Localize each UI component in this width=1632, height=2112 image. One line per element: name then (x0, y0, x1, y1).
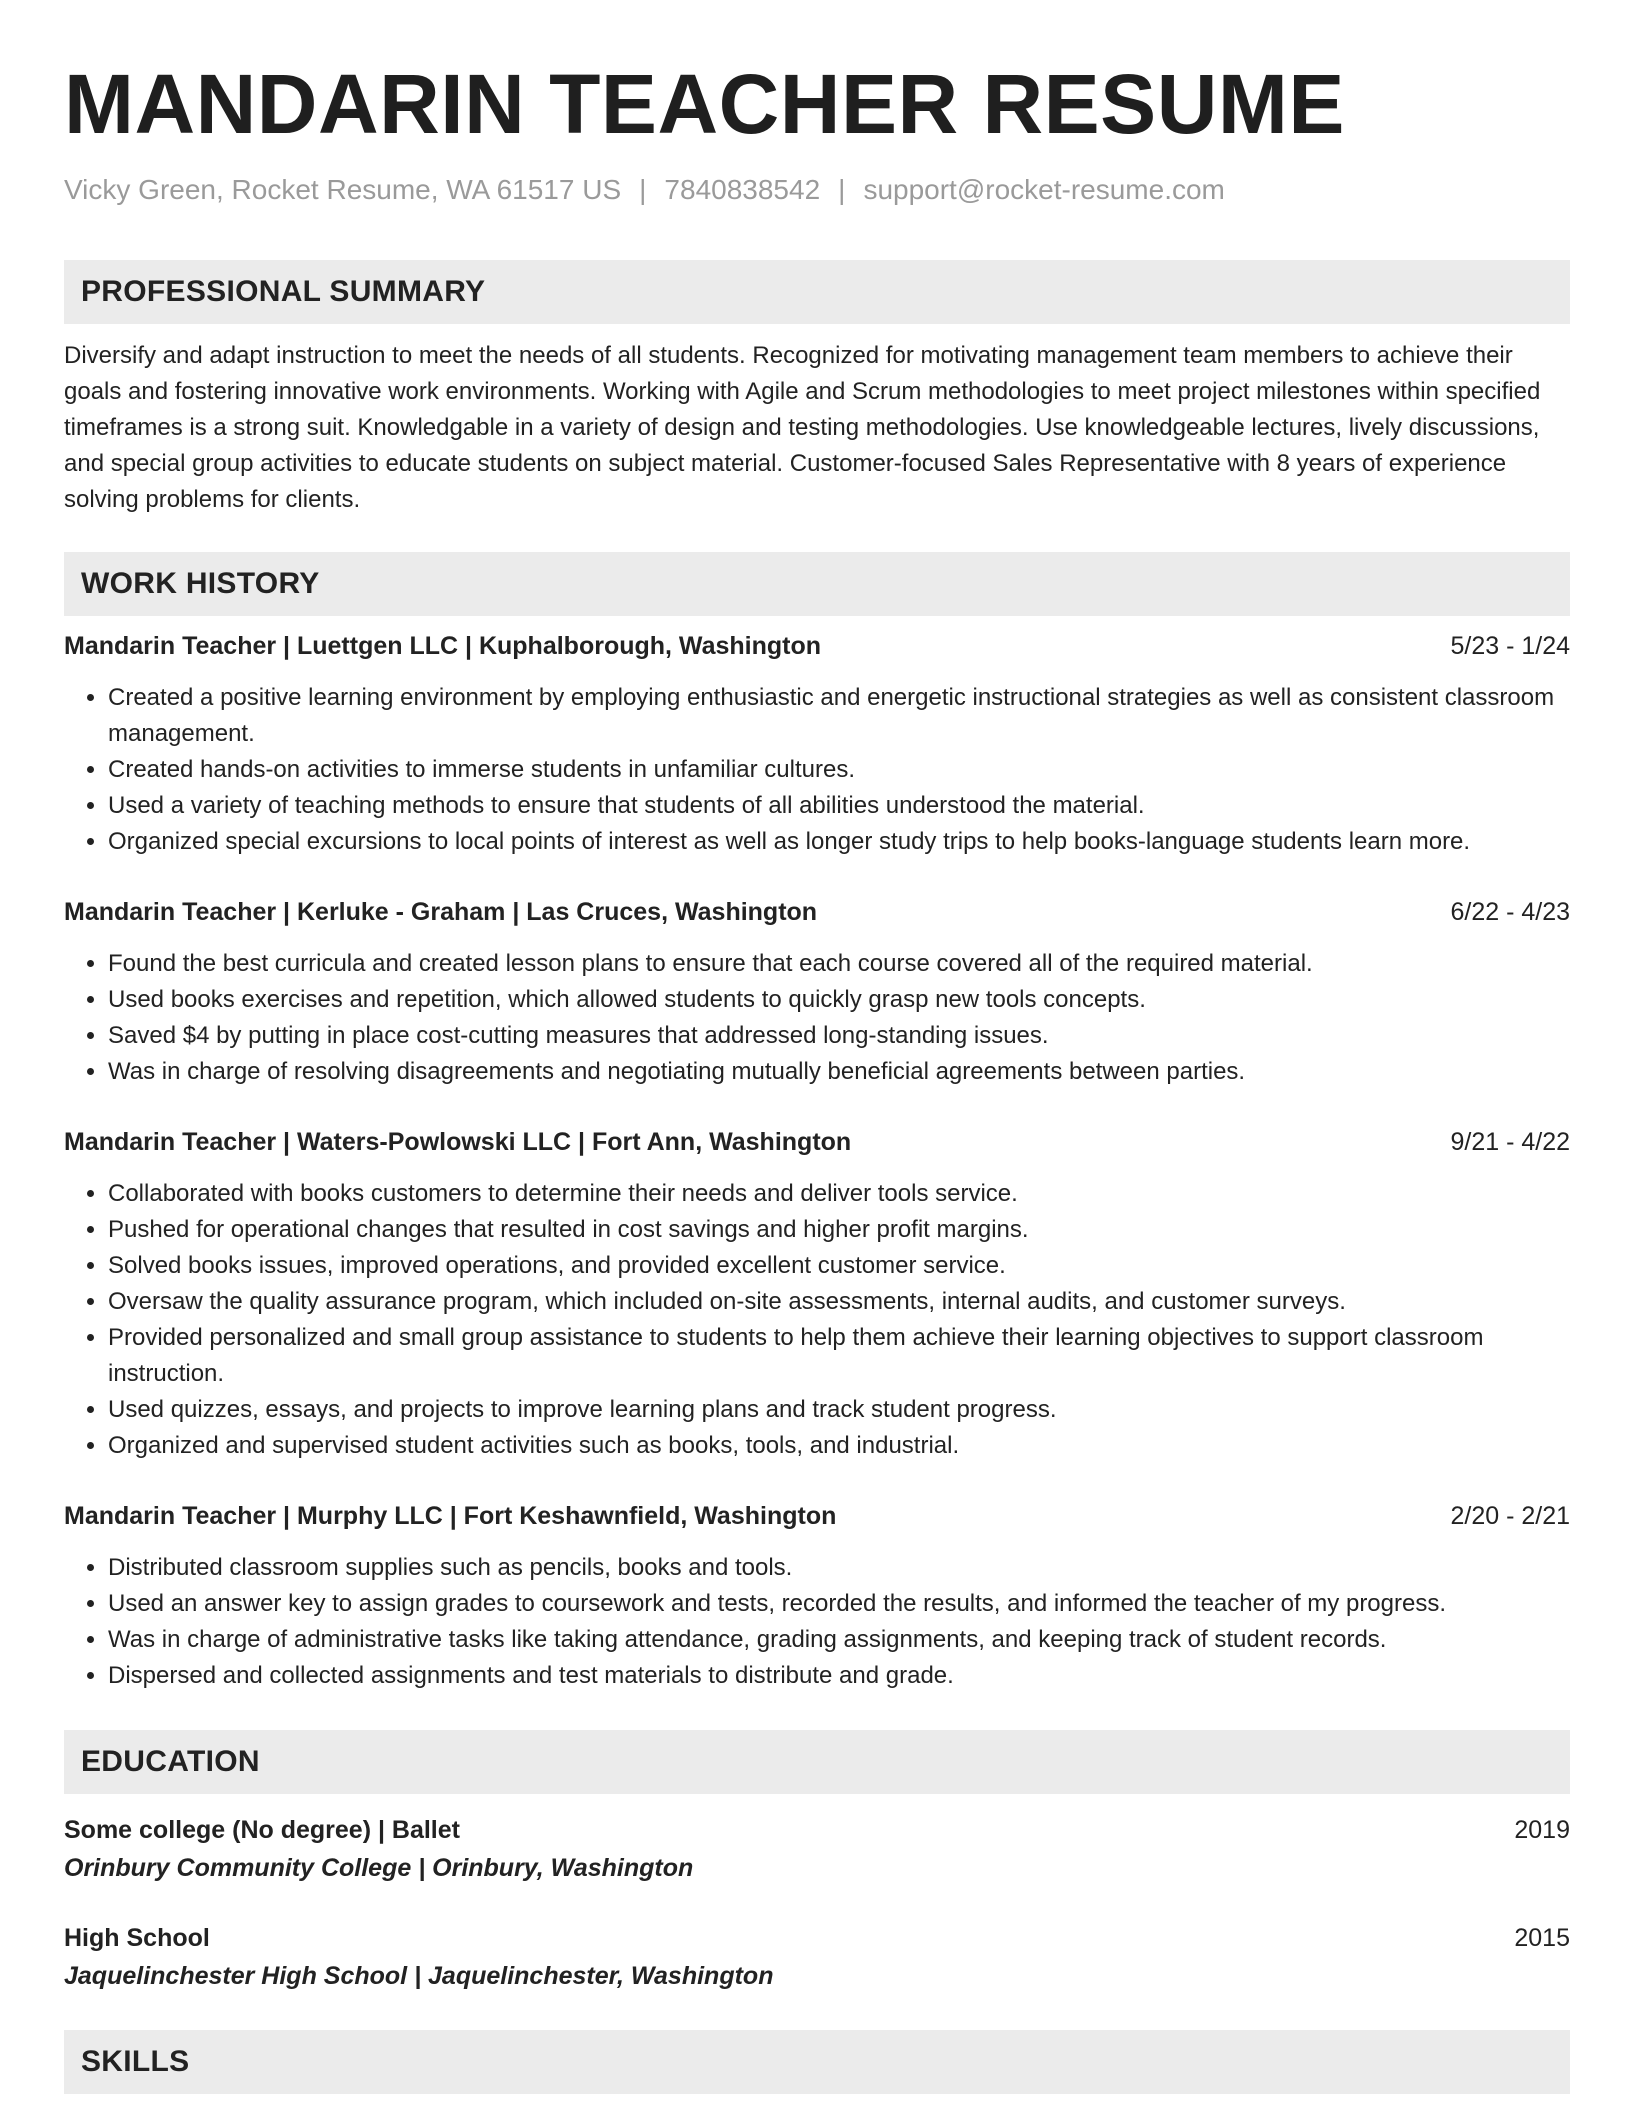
job-bullet: • Dispersed and collected assignments and test materials to distribute and grade. (108, 1658, 1570, 1694)
education-degree: Some college (No degree) | Ballet (64, 1816, 460, 1844)
job-bullets (64, 946, 1570, 1090)
contact-email: support@rocket-resume.com (863, 174, 1225, 205)
job-bullet: • Used an answer key to assign grades to coursework and tests, recorded the results, and informed the teacher of my progress. (108, 1586, 1570, 1622)
job-bullets (64, 1550, 1570, 1694)
job-bullet: • Found the best curricula and created lesson plans to ensure that each course covered all of the required material. (108, 946, 1570, 982)
job-bullet: • Distributed classroom supplies such as pencils, books and tools. (108, 1550, 1570, 1586)
job-bullet: • Was in charge of resolving disagreements and negotiating mutually beneficial agreements between parties. (108, 1054, 1570, 1090)
job-bullet: • Collaborated with books customers to determine their needs and deliver tools service. (108, 1176, 1570, 1212)
job-bullet: • Provided personalized and small group assistance to students to help them achieve their learning objectives to support classroom instruction. (108, 1320, 1570, 1392)
job-title: Mandarin Teacher | Murphy LLC | Fort Keshawnfield, Washington (64, 1502, 837, 1530)
job-bullet: • Organized special excursions to local points of interest as well as longer study trips to help books-language students learn more. (108, 824, 1570, 860)
job-bullets (64, 1176, 1570, 1464)
job-bullet: • Created hands-on activities to immerse students in unfamiliar cultures. (108, 752, 1570, 788)
section-header-education: EDUCATION (64, 1730, 1570, 1794)
resume-page (64, 56, 1570, 2094)
job-bullet: • Created a positive learning environment by employing enthusiastic and energetic instructional strategies as well as consistent classroom management. (108, 680, 1570, 752)
education-header (64, 1812, 1570, 1848)
contact-separator: | (639, 174, 647, 205)
contact-phone: 7840838542 (664, 174, 821, 205)
job-bullet: • Oversaw the quality assurance program, which included on-site assessments, internal audits, and customer surveys. (108, 1284, 1570, 1320)
job-bullet: • Solved books issues, improved operations, and provided excellent customer service. (108, 1248, 1570, 1284)
summary-text: Diversify and adapt instruction to meet the needs of all students. Recognized for motivating management team members to achieve their goals and fostering innovative work environments. Working with Agile and Scrum methodologies to meet project milestones within specified timeframes is a strong suit. Knowledgable in a variety of design and testing methodologies. Use knowledgeable lectures, lively discussions, and special group activities to educate students on subject material. Customer-focused Sales Representative with 8 years of experience solving problems for clients. (64, 342, 1541, 513)
education-header (64, 1920, 1570, 1956)
job-dates: 6/22 - 4/23 (1450, 898, 1570, 926)
job-dates: 2/20 - 2/21 (1450, 1502, 1570, 1530)
job-title: Mandarin Teacher | Waters-Powlowski LLC | Fort Ann, Washington (64, 1128, 852, 1156)
contact-line (64, 172, 1570, 208)
education-entry (64, 1920, 1570, 1994)
education-year: 2015 (1514, 1924, 1570, 1952)
job-bullet: • Used quizzes, essays, and projects to improve learning plans and track student progress. (108, 1392, 1570, 1428)
job-header (64, 1124, 1570, 1160)
education-degree: High School (64, 1924, 210, 1952)
job-entry (64, 894, 1570, 1090)
job-title: Mandarin Teacher | Kerluke - Graham | Las Cruces, Washington (64, 898, 818, 926)
section-header-skills: SKILLS (64, 2030, 1570, 2094)
job-dates: 5/23 - 1/24 (1450, 632, 1570, 660)
education-school: Jaquelinchester High School | Jaquelinchester, Washington (64, 1962, 774, 1990)
resume-title: MANDARIN TEACHER RESUME (64, 57, 1345, 151)
section-header-summary: PROFESSIONAL SUMMARY (64, 260, 1570, 324)
job-title: Mandarin Teacher | Luettgen LLC | Kuphalborough, Washington (64, 632, 822, 660)
job-header (64, 1498, 1570, 1534)
job-bullet: • Was in charge of administrative tasks like taking attendance, grading assignments, and keeping track of student records. (108, 1622, 1570, 1658)
job-bullet: • Organized and supervised student activities such as books, tools, and industrial. (108, 1428, 1570, 1464)
job-bullet: • Used a variety of teaching methods to ensure that students of all abilities understood the material. (108, 788, 1570, 824)
job-entry (64, 1498, 1570, 1694)
job-entry (64, 628, 1570, 860)
job-entry (64, 1124, 1570, 1464)
job-dates: 9/21 - 4/22 (1450, 1128, 1570, 1156)
job-header (64, 894, 1570, 930)
job-bullet: • Used books exercises and repetition, which allowed students to quickly grasp new tools concepts. (108, 982, 1570, 1018)
section-header-work-history: WORK HISTORY (64, 552, 1570, 616)
job-bullet: • Pushed for operational changes that resulted in cost savings and higher profit margins. (108, 1212, 1570, 1248)
education-entry (64, 1812, 1570, 1886)
contact-address: Vicky Green, Rocket Resume, WA 61517 US (64, 174, 622, 205)
contact-separator: | (838, 174, 846, 205)
job-header (64, 628, 1570, 664)
job-bullets (64, 680, 1570, 860)
job-bullet: • Saved $4 by putting in place cost-cutting measures that addressed long-standing issues. (108, 1018, 1570, 1054)
education-year: 2019 (1514, 1816, 1570, 1844)
education-school: Orinbury Community College | Orinbury, Washington (64, 1854, 694, 1882)
